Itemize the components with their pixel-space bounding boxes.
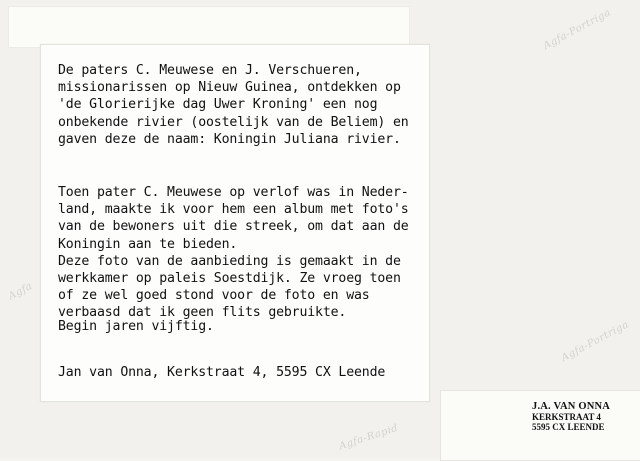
note-paragraph-date: Begin jaren vijftig.	[58, 319, 214, 334]
address-stamp	[532, 402, 626, 432]
paper-watermark-left: Agfa	[6, 280, 35, 303]
stamp-city: 5595 CX LEENDE	[532, 422, 605, 432]
note-paragraph-discovery: De paters C. Meuwese en J. Verschueren, missionarissen op Nieuw Guinea, ontdekken op 'de Glorierijke dag Uwer Kroning' een nog onbekende rivier (oostelijk van de Beliem) en gaven deze de naam: Koningin Juliana rivier.	[58, 63, 409, 147]
paper-watermark-bottom: Agfa-Rapid	[337, 422, 400, 453]
stamp-street: KERKSTRAAT 4	[532, 412, 601, 422]
stamp-name: J.A. VAN ONNA	[532, 401, 611, 412]
note-paragraph-album: Toen pater C. Meuwese op verlof was in Neder- land, maakte ik voor hem een album met foto's van de bewoners uit die streek, om dat aan de Koningin aan te bieden. Deze foto van de aanbieding is gemaakt in de werkkamer op paleis Soestdijk. Ze vroeg toen of ze wel goed stond voor de foto en was verbaasd dat ik geen flits gebruikte.	[58, 185, 409, 321]
tape-strip-top	[8, 6, 410, 48]
paper-watermark-top-right: Agfa-Portriga	[541, 7, 613, 52]
note-signature-line: Jan van Onna, Kerkstraat 4, 5595 CX Leende	[58, 365, 386, 380]
paper-watermark-mid-right: Agfa-Portriga	[559, 319, 631, 364]
